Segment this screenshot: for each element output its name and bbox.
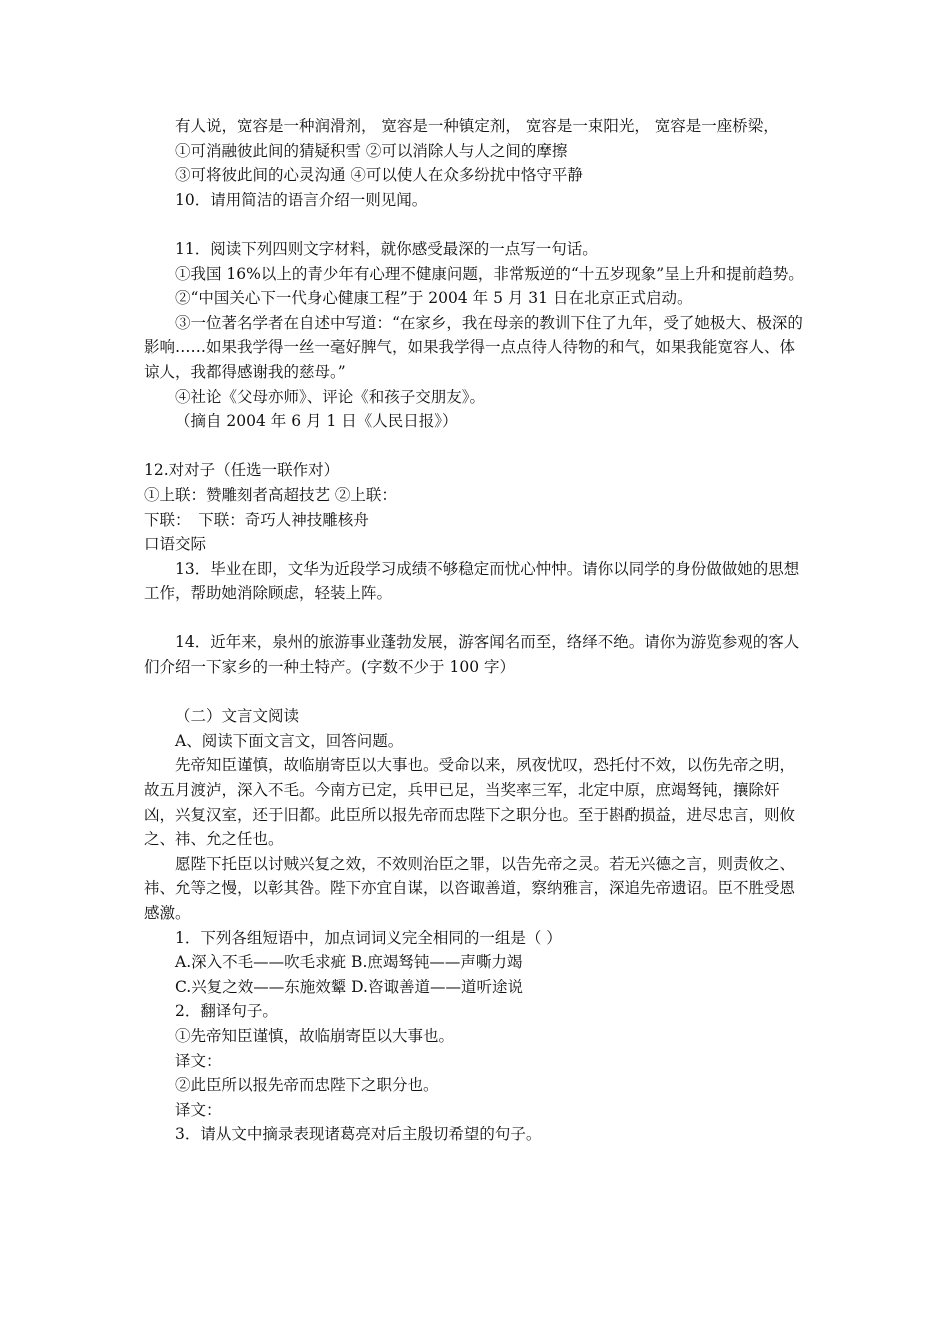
reading-question-1: 1．下列各组短语中，加点词词义完全相同的一组是（ ） (175, 928, 562, 947)
translation-label-1: 译文： (175, 1051, 222, 1070)
question-14: 14．近年来，泉州的旅游事业蓬勃发展，游客闻名而至，络绎不绝。请你为游览参观的客人们介绍一下家乡的一种土特产。(字数不少于 100 字） (144, 633, 800, 677)
spacer (144, 680, 810, 705)
reading-instruction: A、阅读下面文言文，回答问题。 (175, 731, 404, 750)
material-3: ③一位著名学者在自述中写道：“在家乡，我在母亲的教训下住了九年，受了她极大、极深的影响……如果我学得一丝一毫好脾气，如果我学得一点点待人待物的和气，如果我能宽容人、体谅人，我都得感谢我的慈母。” (144, 313, 803, 381)
question-12: 12.对对子（任选一联作对） (144, 461, 340, 480)
question-11: 11．阅读下列四则文字材料，就你感受最深的一点写一句话。 (175, 239, 598, 258)
spacer (144, 606, 810, 631)
couplet-lower: 下联： 下联：奇巧人神技雕核舟 (144, 510, 369, 529)
couplet-upper: ①上联：赞雕刻者高超技艺 ②上联： (144, 485, 397, 504)
reading-question-3: 3．请从文中摘录表现诸葛亮对后主殷切希望的句子。 (175, 1125, 542, 1144)
material-2: ②“中国关心下一代身心健康工程”于 2004 年 5 月 31 日在北京正式启动。 (175, 289, 693, 308)
translate-sentence-2: ②此臣所以报先帝而忠陛下之职分也。 (175, 1076, 439, 1095)
question-10: 10．请用简洁的语言介绍一则见闻。 (175, 190, 428, 209)
translate-sentence-1: ①先帝知臣谨慎，故临崩寄臣以大事也。 (175, 1026, 455, 1045)
passage-paragraph-2: 愿陛下托臣以讨贼兴复之效，不效则治臣之罪，以告先帝之灵。若无兴德之言，则责攸之、祎、允等之慢，以彰其咎。陛下亦宜自谋，以咨诹善道，察纳雅言，深追先帝遗诏。臣不胜受恩感激。 (144, 854, 796, 922)
choice-c-d: C.兴复之效——东施效颦 D.咨诹善道——道听途说 (175, 977, 523, 996)
reading-question-2: 2．翻译句子。 (175, 1002, 278, 1021)
spacer (144, 212, 810, 237)
spacer (144, 434, 810, 459)
document-body (144, 114, 810, 1147)
section-oral-communication: 口语交际 (144, 535, 207, 554)
material-4: ④社论《父母亦师》、评论《和孩子交朋友》。 (175, 387, 486, 406)
material-1: ①我国 16%以上的青少年有心理不健康问题，非常叛逆的“十五岁现象”呈上升和提前趋势。 (175, 264, 804, 283)
option-line-1: ①可消融彼此间的猜疑积雪 ②可以消除人与人之间的摩擦 (175, 141, 568, 160)
option-line-2: ③可将彼此间的心灵沟通 ④可以使人在众多纷扰中恪守平静 (175, 166, 583, 185)
source-note: （摘自 2004 年 6 月 1 日《人民日报》） (175, 412, 458, 431)
question-13: 13．毕业在即，文华为近段学习成绩不够稳定而忧心忡忡。请你以同学的身份做做她的思想工作，帮助她消除顾虑，轻装上阵。 (144, 559, 800, 603)
choice-a-b: A.深入不毛——吹毛求疵 B.庶竭驽钝——声嘶力竭 (175, 953, 523, 972)
section-classical-reading: （二）文言文阅读 (175, 707, 300, 726)
tolerance-prompt: 有人说，宽容是一种润滑剂， 宽容是一种镇定剂， 宽容是一束阳光， 宽容是一座桥梁， (175, 117, 779, 135)
passage-paragraph-1: 先帝知臣谨慎，故临崩寄臣以大事也。受命以来，夙夜忧叹，恐托付不效，以伤先帝之明，故五月渡泸，深入不毛。今南方已定，兵甲已足，当奖率三军，北定中原，庶竭驽钝，攘除奸凶，兴复汉室，还于旧都。此臣所以报先帝而忠陛下之职分也。至于斟酌损益，进尽忠言，则攸之、祎、允之任也。 (144, 756, 796, 849)
translation-label-2: 译文： (175, 1100, 222, 1119)
